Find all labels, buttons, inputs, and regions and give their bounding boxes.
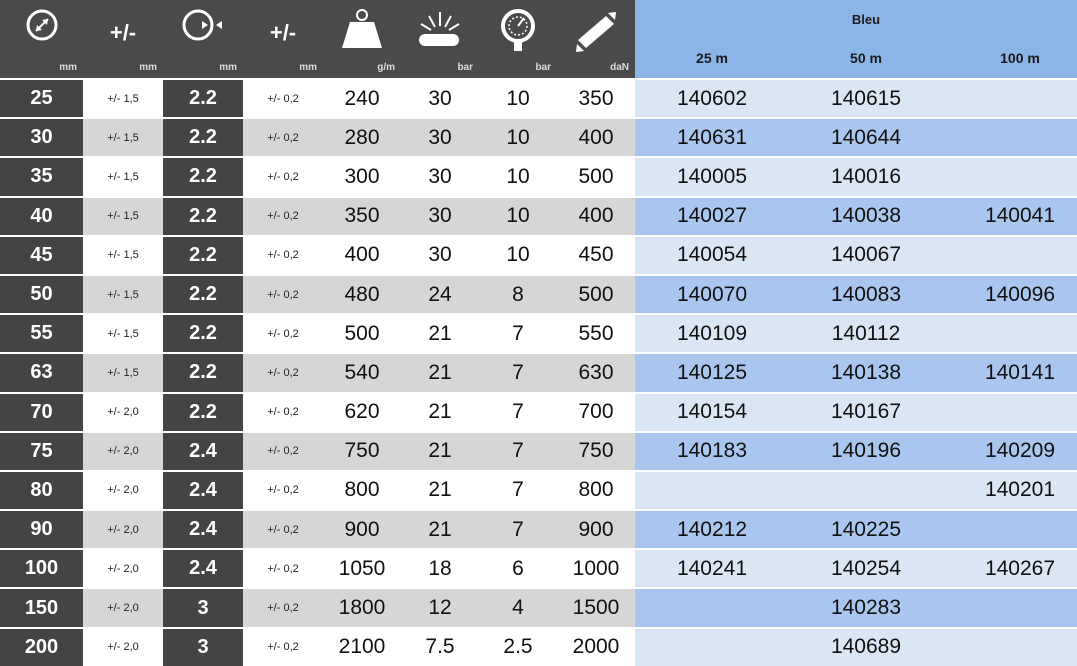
- working-pressure-cell: 7: [479, 353, 557, 392]
- table-row: [0, 157, 1077, 196]
- wall-thickness-cell: 2.2: [163, 157, 243, 196]
- ref-25m-cell: 140109: [635, 314, 789, 353]
- ref-100m-cell: 140041: [943, 197, 1077, 236]
- table-row: [0, 432, 1077, 471]
- table-row: [0, 314, 1077, 353]
- ref-25m-cell: [635, 588, 789, 627]
- length-25m-header: 25 m: [635, 39, 789, 79]
- tensile-force-cell: 1500: [557, 588, 635, 627]
- diameter-cell: 55: [0, 314, 83, 353]
- burst-pressure-cell: 30: [401, 157, 479, 196]
- wall-tolerance-cell: +/- 0,2: [243, 628, 323, 666]
- ref-25m-cell: 140125: [635, 353, 789, 392]
- tensile-force-cell: 800: [557, 471, 635, 510]
- diameter-cell: 70: [0, 393, 83, 432]
- tensile-force-cell: 900: [557, 510, 635, 549]
- diameter-cell: 30: [0, 118, 83, 157]
- wall-thickness-cell: 3: [163, 628, 243, 666]
- ref-25m-cell: 140212: [635, 510, 789, 549]
- ref-50m-cell: 140083: [789, 275, 943, 314]
- table-body: [0, 79, 1077, 666]
- table-row: [0, 118, 1077, 157]
- table-row: [0, 353, 1077, 392]
- burst-pressure-cell: 21: [401, 353, 479, 392]
- tensile-force-cell: 350: [557, 79, 635, 118]
- diameter-tolerance-cell: +/- 2,0: [83, 510, 163, 549]
- wall-tolerance-cell: +/- 0,2: [243, 393, 323, 432]
- table-row: [0, 393, 1077, 432]
- diameter-tolerance-cell: +/- 1,5: [83, 197, 163, 236]
- wall-thickness-cell: 2.4: [163, 432, 243, 471]
- length-100m-header: 100 m: [943, 39, 1077, 79]
- diameter-tolerance-cell: +/- 1,5: [83, 157, 163, 196]
- wall-thickness-cell: 2.2: [163, 197, 243, 236]
- burst-pressure-cell: 21: [401, 510, 479, 549]
- diameter-cell: 80: [0, 471, 83, 510]
- working-pressure-cell: 4: [479, 588, 557, 627]
- wall-tolerance-cell: +/- 0,2: [243, 314, 323, 353]
- working-pressure-cell: 2.5: [479, 628, 557, 666]
- tensile-force-icon: [572, 8, 620, 54]
- ref-25m-cell: 140005: [635, 157, 789, 196]
- diameter-cell: 200: [0, 628, 83, 666]
- table-row: [0, 79, 1077, 118]
- table-row: [0, 275, 1077, 314]
- ref-100m-cell: [943, 588, 1077, 627]
- wall-thickness-cell: 2.2: [163, 314, 243, 353]
- unit-bar-label: bar: [457, 62, 473, 73]
- burst-pressure-cell: 21: [401, 393, 479, 432]
- weight-cell: 620: [323, 393, 401, 432]
- ref-100m-cell: [943, 393, 1077, 432]
- diameter-cell: 40: [0, 197, 83, 236]
- tensile-force-cell: 400: [557, 118, 635, 157]
- unit-mm-label: mm: [59, 62, 77, 73]
- burst-pressure-cell: 30: [401, 197, 479, 236]
- burst-pressure-cell: 30: [401, 118, 479, 157]
- wall-thickness-cell: 2.4: [163, 510, 243, 549]
- unit-bar-label: bar: [535, 62, 551, 73]
- wall-tolerance-cell: +/- 0,2: [243, 197, 323, 236]
- table-row: [0, 549, 1077, 588]
- wall-thickness-cell: 3: [163, 588, 243, 627]
- header-tensile-force: [557, 0, 635, 79]
- wall-tolerance-cell: +/- 0,2: [243, 79, 323, 118]
- burst-pressure-cell: 30: [401, 79, 479, 118]
- ref-50m-cell: 140254: [789, 549, 943, 588]
- table-row: [0, 588, 1077, 627]
- burst-pressure-cell: 30: [401, 236, 479, 275]
- working-pressure-cell: 10: [479, 157, 557, 196]
- weight-cell: 900: [323, 510, 401, 549]
- working-pressure-cell: 10: [479, 197, 557, 236]
- diameter-tolerance-cell: +/- 2,0: [83, 393, 163, 432]
- ref-50m-cell: 140615: [789, 79, 943, 118]
- ref-50m-cell: 140138: [789, 353, 943, 392]
- table-row: [0, 197, 1077, 236]
- diameter-tolerance-cell: +/- 1,5: [83, 118, 163, 157]
- tolerance-label: +/-: [269, 20, 297, 45]
- weight-cell: 1050: [323, 549, 401, 588]
- ref-100m-cell: 140209: [943, 432, 1077, 471]
- weight-cell: 280: [323, 118, 401, 157]
- burst-pressure-cell: 24: [401, 275, 479, 314]
- header-wall-thickness: [163, 0, 243, 79]
- diameter-cell: 75: [0, 432, 83, 471]
- ref-100m-cell: 140267: [943, 549, 1077, 588]
- unit-mm-label: mm: [299, 62, 317, 73]
- weight-cell: 750: [323, 432, 401, 471]
- diameter-tolerance-cell: +/- 2,0: [83, 549, 163, 588]
- color-group-header: Bleu: [635, 0, 1077, 39]
- burst-pressure-cell: 18: [401, 549, 479, 588]
- header-row: [0, 0, 1077, 39]
- header-diameter-tolerance: [83, 0, 163, 79]
- ref-100m-cell: [943, 157, 1077, 196]
- tolerance-label: +/-: [109, 20, 137, 45]
- tensile-force-cell: 400: [557, 197, 635, 236]
- working-pressure-cell: 10: [479, 79, 557, 118]
- ref-25m-cell: 140027: [635, 197, 789, 236]
- wall-thickness-cell: 2.2: [163, 118, 243, 157]
- ref-100m-cell: [943, 510, 1077, 549]
- header-weight: [323, 0, 401, 79]
- weight-icon: [340, 8, 384, 50]
- tensile-force-cell: 700: [557, 393, 635, 432]
- wall-tolerance-cell: +/- 0,2: [243, 118, 323, 157]
- weight-cell: 1800: [323, 588, 401, 627]
- unit-gm-label: g/m: [377, 62, 395, 73]
- wall-tolerance-cell: +/- 0,2: [243, 510, 323, 549]
- diameter-cell: 63: [0, 353, 83, 392]
- burst-pressure-cell: 21: [401, 471, 479, 510]
- weight-cell: 480: [323, 275, 401, 314]
- wall-thickness-cell: 2.4: [163, 549, 243, 588]
- ref-50m-cell: 140112: [789, 314, 943, 353]
- ref-25m-cell: [635, 471, 789, 510]
- table-row: [0, 471, 1077, 510]
- working-pressure-cell: 7: [479, 471, 557, 510]
- weight-cell: 2100: [323, 628, 401, 666]
- pressure-gauge-icon: [496, 8, 540, 54]
- diameter-cell: 45: [0, 236, 83, 275]
- wall-tolerance-cell: +/- 0,2: [243, 236, 323, 275]
- ref-50m-cell: 140283: [789, 588, 943, 627]
- wall-thickness-cell: 2.2: [163, 353, 243, 392]
- ref-25m-cell: 140054: [635, 236, 789, 275]
- header-diameter: [0, 0, 83, 79]
- tensile-force-cell: 2000: [557, 628, 635, 666]
- weight-cell: 300: [323, 157, 401, 196]
- header-burst-pressure: [401, 0, 479, 79]
- diameter-tolerance-cell: +/- 1,5: [83, 79, 163, 118]
- diameter-cell: 90: [0, 510, 83, 549]
- working-pressure-cell: 7: [479, 432, 557, 471]
- weight-cell: 540: [323, 353, 401, 392]
- working-pressure-cell: 7: [479, 393, 557, 432]
- tensile-force-cell: 630: [557, 353, 635, 392]
- table-row: [0, 510, 1077, 549]
- diameter-tolerance-cell: +/- 1,5: [83, 314, 163, 353]
- ref-25m-cell: 140631: [635, 118, 789, 157]
- working-pressure-cell: 6: [479, 549, 557, 588]
- diameter-cell: 25: [0, 79, 83, 118]
- diameter-tolerance-cell: +/- 1,5: [83, 353, 163, 392]
- ref-100m-cell: [943, 236, 1077, 275]
- ref-50m-cell: [789, 471, 943, 510]
- working-pressure-cell: 10: [479, 236, 557, 275]
- wall-tolerance-cell: +/- 0,2: [243, 588, 323, 627]
- weight-cell: 400: [323, 236, 401, 275]
- ref-50m-cell: 140167: [789, 393, 943, 432]
- ref-25m-cell: 140602: [635, 79, 789, 118]
- ref-50m-cell: 140196: [789, 432, 943, 471]
- burst-pressure-cell: 21: [401, 314, 479, 353]
- diameter-tolerance-cell: +/- 2,0: [83, 432, 163, 471]
- wall-tolerance-cell: +/- 0,2: [243, 549, 323, 588]
- ref-50m-cell: 140038: [789, 197, 943, 236]
- ref-100m-cell: [943, 314, 1077, 353]
- wall-tolerance-cell: +/- 0,2: [243, 432, 323, 471]
- burst-pressure-cell: 21: [401, 432, 479, 471]
- wall-thickness-cell: 2.2: [163, 393, 243, 432]
- wall-tolerance-cell: +/- 0,2: [243, 471, 323, 510]
- ref-25m-cell: 140241: [635, 549, 789, 588]
- weight-cell: 240: [323, 79, 401, 118]
- ref-100m-cell: 140201: [943, 471, 1077, 510]
- ref-25m-cell: [635, 628, 789, 666]
- tensile-force-cell: 1000: [557, 549, 635, 588]
- diameter-cell: 150: [0, 588, 83, 627]
- wall-tolerance-cell: +/- 0,2: [243, 157, 323, 196]
- ref-50m-cell: 140689: [789, 628, 943, 666]
- diameter-cell: 35: [0, 157, 83, 196]
- ref-100m-cell: [943, 118, 1077, 157]
- diameter-tolerance-cell: +/- 1,5: [83, 275, 163, 314]
- diameter-tolerance-cell: +/- 2,0: [83, 628, 163, 666]
- wall-thickness-icon: [178, 8, 228, 42]
- header-working-pressure: [479, 0, 557, 79]
- burst-pressure-icon: [415, 8, 465, 52]
- ref-100m-cell: 140096: [943, 275, 1077, 314]
- wall-thickness-cell: 2.2: [163, 79, 243, 118]
- diameter-tolerance-cell: +/- 2,0: [83, 588, 163, 627]
- ref-100m-cell: 140141: [943, 353, 1077, 392]
- working-pressure-cell: 7: [479, 314, 557, 353]
- tensile-force-cell: 500: [557, 157, 635, 196]
- tensile-force-cell: 500: [557, 275, 635, 314]
- ref-100m-cell: [943, 79, 1077, 118]
- working-pressure-cell: 10: [479, 118, 557, 157]
- diameter-icon: [25, 8, 59, 42]
- length-50m-header: 50 m: [789, 39, 943, 79]
- tensile-force-cell: 450: [557, 236, 635, 275]
- diameter-cell: 100: [0, 549, 83, 588]
- diameter-cell: 50: [0, 275, 83, 314]
- working-pressure-cell: 8: [479, 275, 557, 314]
- wall-thickness-cell: 2.2: [163, 275, 243, 314]
- ref-50m-cell: 140016: [789, 157, 943, 196]
- unit-mm-label: mm: [219, 62, 237, 73]
- header-wall-tolerance: [243, 0, 323, 79]
- ref-25m-cell: 140070: [635, 275, 789, 314]
- unit-mm-label: mm: [139, 62, 157, 73]
- unit-dan-label: daN: [610, 62, 629, 73]
- tensile-force-cell: 750: [557, 432, 635, 471]
- weight-cell: 350: [323, 197, 401, 236]
- wall-tolerance-cell: +/- 0,2: [243, 353, 323, 392]
- ref-100m-cell: [943, 628, 1077, 666]
- working-pressure-cell: 7: [479, 510, 557, 549]
- ref-50m-cell: 140067: [789, 236, 943, 275]
- diameter-tolerance-cell: +/- 2,0: [83, 471, 163, 510]
- diameter-tolerance-cell: +/- 1,5: [83, 236, 163, 275]
- wall-thickness-cell: 2.4: [163, 471, 243, 510]
- weight-cell: 800: [323, 471, 401, 510]
- ref-50m-cell: 140644: [789, 118, 943, 157]
- table-row: [0, 628, 1077, 666]
- table-row: [0, 236, 1077, 275]
- burst-pressure-cell: 7.5: [401, 628, 479, 666]
- ref-50m-cell: 140225: [789, 510, 943, 549]
- wall-tolerance-cell: +/- 0,2: [243, 275, 323, 314]
- weight-cell: 500: [323, 314, 401, 353]
- wall-thickness-cell: 2.2: [163, 236, 243, 275]
- tensile-force-cell: 550: [557, 314, 635, 353]
- ref-25m-cell: 140154: [635, 393, 789, 432]
- burst-pressure-cell: 12: [401, 588, 479, 627]
- ref-25m-cell: 140183: [635, 432, 789, 471]
